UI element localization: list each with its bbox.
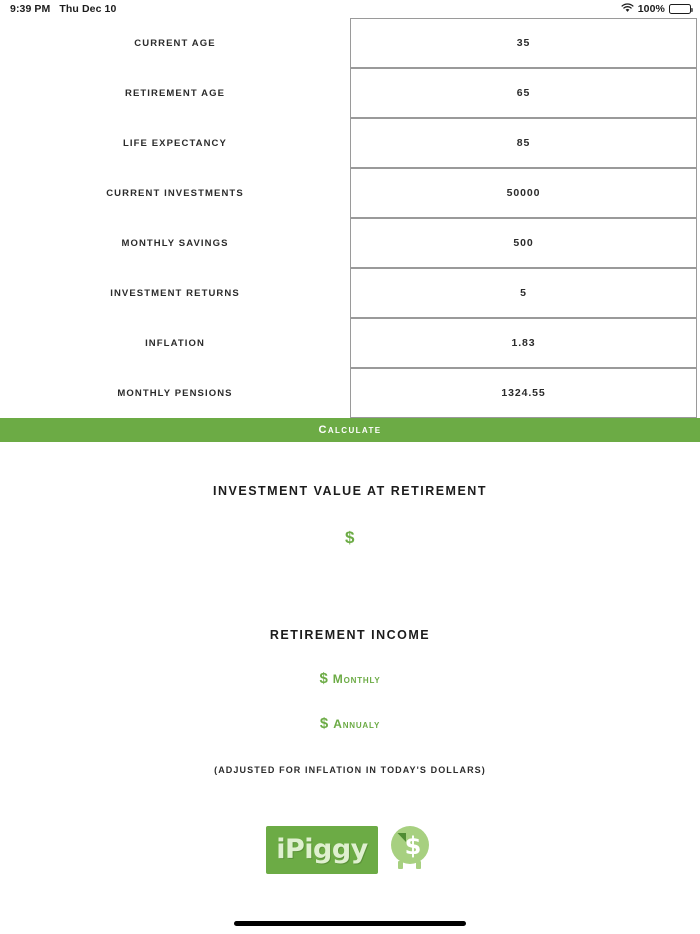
label-retirement-age: RETIREMENT AGE (124, 87, 226, 99)
form-row-investment-returns (0, 268, 700, 318)
form-row-life-expectancy (0, 118, 700, 168)
app-logo (0, 822, 700, 877)
battery-full-icon (669, 4, 691, 14)
status-time: 9:39 PM (10, 3, 51, 15)
label-investment-returns: INVESTMENT RETURNS (110, 287, 240, 299)
status-bar (0, 0, 700, 18)
retirement-income-heading: RETIREMENT INCOME (269, 628, 431, 642)
input-life-expectancy[interactable]: 85 (350, 118, 697, 168)
label-monthly-pensions: MONTHLY PENSIONS (117, 387, 233, 399)
home-indicator[interactable] (0, 921, 700, 926)
input-current-investments[interactable]: 50000 (350, 168, 697, 218)
form-row-monthly-pensions (0, 368, 700, 418)
results-section (0, 484, 700, 775)
piggy-bank-icon (382, 822, 434, 877)
label-monthly-savings: MONTHLY SAVINGS (121, 237, 229, 249)
investment-value-row (0, 528, 700, 548)
input-monthly-savings[interactable]: 500 (350, 218, 697, 268)
investment-value-heading: INVESTMENT VALUE AT RETIREMENT (213, 484, 487, 498)
label-current-age: CURRENT AGE (134, 37, 216, 49)
label-current-investments: CURRENT INVESTMENTS (106, 187, 244, 199)
form-row-current-age (0, 18, 700, 68)
status-bar-right (621, 3, 691, 16)
input-current-age[interactable]: 35 (350, 18, 697, 68)
monthly-currency-icon: $ (319, 670, 328, 687)
label-life-expectancy: LIFE EXPECTANCY (123, 137, 227, 149)
investment-value-amount: $ (345, 528, 355, 547)
form-row-retirement-age (0, 68, 700, 118)
status-date: Thu Dec 10 (59, 3, 117, 15)
monthly-income-label: Monthly (332, 672, 381, 686)
svg-text:$: $ (404, 832, 422, 860)
annual-income-label: Annualy (333, 717, 381, 731)
retirement-input-form (0, 18, 700, 418)
logo-wordmark: iPiggy (276, 834, 368, 865)
input-monthly-pensions[interactable]: 1324.55 (350, 368, 697, 418)
form-row-current-investments (0, 168, 700, 218)
logo-plate (266, 826, 378, 874)
annual-currency-icon: $ (319, 715, 329, 732)
calculate-button[interactable]: Calculate (0, 418, 700, 442)
input-retirement-age[interactable]: 65 (350, 68, 697, 118)
form-row-inflation (0, 318, 700, 368)
form-row-monthly-savings (0, 218, 700, 268)
home-indicator-bar[interactable] (234, 921, 466, 926)
monthly-income-row (0, 670, 700, 687)
battery-percent-label: 100% (637, 3, 665, 15)
status-bar-left (10, 3, 116, 15)
label-inflation: INFLATION (145, 337, 205, 349)
input-inflation[interactable]: 1.83 (350, 318, 697, 368)
input-investment-returns[interactable]: 5 (350, 268, 697, 318)
annual-income-row (0, 715, 700, 732)
inflation-disclaimer: (ADJUSTED FOR INFLATION IN TODAY'S DOLLARS) (214, 765, 486, 775)
wifi-icon (621, 3, 634, 16)
